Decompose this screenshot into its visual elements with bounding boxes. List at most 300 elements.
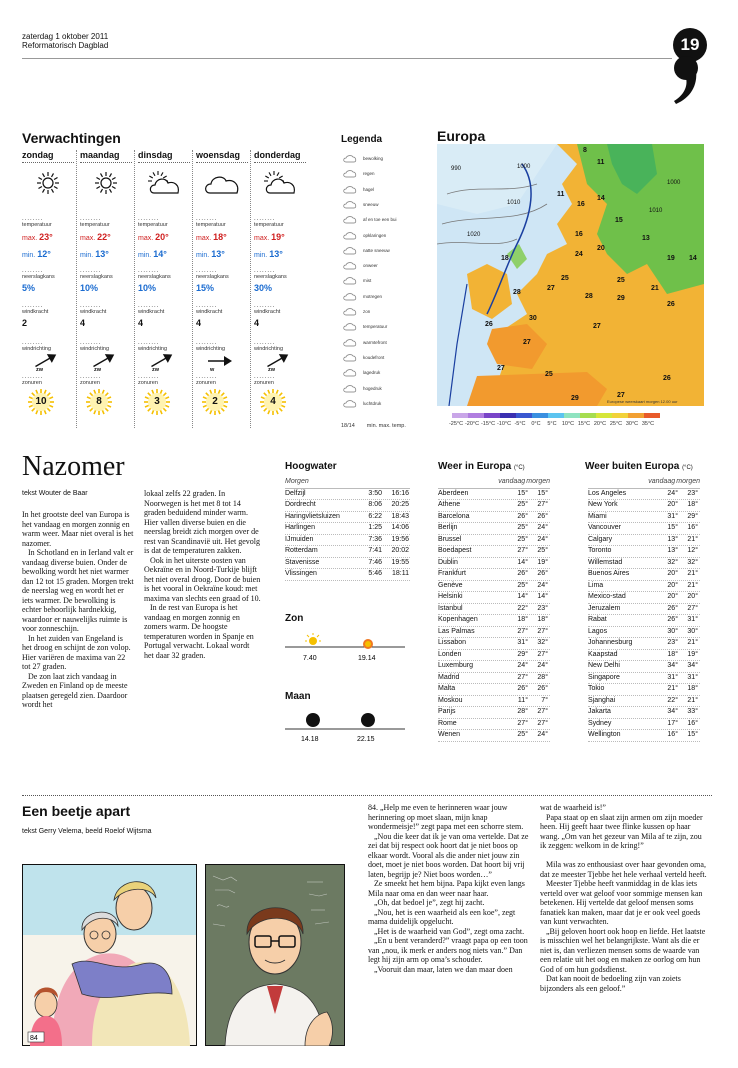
moonset-time: 22.15	[357, 736, 375, 743]
separator-dots: ........	[138, 374, 160, 380]
map-temp: 16	[575, 231, 583, 238]
map-temp: 25	[561, 275, 569, 282]
map-temp: 28	[513, 289, 521, 296]
legend-symbol-icon	[343, 200, 357, 210]
table-row: Genève 25° 24°	[438, 581, 550, 593]
min-temp: min. 13°	[254, 249, 283, 259]
legend-symbol-icon	[343, 307, 357, 317]
table-row: Istanbul 22° 23°	[438, 604, 550, 616]
weather-world-title: Weer buiten Europa (°C)	[585, 461, 693, 472]
map-temp: 25	[545, 371, 553, 378]
legend-item: hogedruk	[341, 382, 421, 396]
table-row: Madrid 27° 28°	[438, 673, 550, 685]
sun-hours-badge: 10	[26, 387, 56, 417]
separator-dots: ........	[138, 303, 160, 309]
legend-symbol-icon	[343, 185, 357, 195]
article-col-2	[144, 489, 261, 660]
separator-dots: ........	[22, 216, 44, 222]
winddir-label: windrichting	[80, 346, 110, 352]
map-temp: 19	[667, 255, 675, 262]
legend-item: hagel	[341, 183, 421, 197]
section-divider	[22, 795, 712, 796]
separator-dots: ........	[196, 268, 218, 274]
max-temp: max. 19°	[254, 232, 285, 242]
wind-label: windkracht	[80, 309, 107, 315]
paragraph: „Oh, dat bedoel je”, zegt hij zacht.	[374, 898, 485, 907]
sun-chart	[285, 632, 410, 664]
legend-item: luchtdruk	[341, 397, 421, 411]
forecast-title: Verwachtingen	[22, 130, 121, 146]
legend-symbol-icon	[343, 368, 357, 378]
paragraph: „Nou die keer dat ik je van oma vertelde. Dat ze zei dat bij respect ook hoort dat je niet boos op elkaar wordt. Vooral als die ander niet jouw zin doet, moet je niet boos worden. Dat hoort bij vrij laten, begrijp je? Niet boos worden…”	[368, 831, 529, 879]
max-temp: max. 23°	[22, 232, 53, 242]
story-col-2	[540, 803, 708, 993]
forecast-day-maandag	[80, 150, 132, 417]
paragraph: Dat kan nooit de bedoeling zijn van zoiets bijzonders als een geloof.”	[540, 974, 681, 993]
sunrise-time: 7.40	[303, 655, 317, 662]
paragraph: In Schotland en in Ierland valt er vandaag diverse buien. Onder de bewolking wordt het niet warmer dan 12 tot 15 graden. Morgen trekt de neerslag weg en wordt het er iets warmer. De bewolking is echter behoorlijk hardnekkig, waardoor er nauwelijks ruimte is voor zonneschijn.	[22, 548, 134, 633]
table-row: Rome 27° 27°	[438, 719, 550, 731]
separator-dots: ........	[196, 216, 218, 222]
min-temp: min. 13°	[196, 249, 225, 259]
table-row: Moskou 11° 7°	[438, 696, 550, 708]
precip-value: 5%	[22, 283, 36, 293]
paragraph: „Vooruit dan maar, laten we dan maar doen	[374, 964, 513, 974]
legend-item: zon	[341, 305, 421, 319]
day-name: donderdag	[254, 150, 306, 163]
separator-dots: ........	[254, 216, 276, 222]
column-divider	[76, 150, 77, 428]
table-row: Lissabon 31° 32°	[438, 638, 550, 650]
map-temp: 11	[597, 159, 605, 166]
scale-swatch	[612, 413, 628, 418]
scale-label: 35°C	[641, 421, 655, 427]
page-number: 19	[673, 28, 707, 62]
scale-swatch	[516, 413, 532, 418]
table-row: Rotterdam 7:41 20:02	[285, 546, 410, 558]
scale-swatch	[564, 413, 580, 418]
table-header: vandaag morgen	[588, 477, 700, 489]
map-temp: 30	[529, 315, 537, 322]
table-row: Willemstad 32° 32°	[588, 558, 700, 570]
table-header: Morgen	[285, 477, 410, 489]
legend-symbol-icon	[343, 276, 357, 286]
table-row: Brussel 25° 24°	[438, 535, 550, 547]
precip-value: 10%	[80, 283, 99, 293]
weather-world-table	[588, 477, 700, 742]
table-row: Wellington 16° 15°	[588, 730, 700, 742]
paragraph: „En u bent veranderd?” vraagt papa op een toon van „nou, ik merk er anders nog niets van.” Dan legt hij zijn arm op oma’s schouder.	[368, 936, 528, 964]
comma-logo-icon	[672, 54, 700, 106]
paragraph: Ook in het uiterste oosten van Oekraïne en in Noord-Turkije blijft het niet overal droog. Door de buien is het vooral in Oekraïne koud: met maxima van slechts een graad of 10.	[144, 555, 261, 603]
temperature-label: temperatuur	[196, 222, 226, 228]
table-row: Vlissingen 5:46 18:11	[285, 569, 410, 581]
sunset-time: 19.14	[358, 655, 376, 662]
wind-arrow-icon: zw	[80, 353, 132, 375]
scale-label: -15°C	[480, 421, 496, 427]
table-row: Wenen 25° 24°	[438, 730, 550, 742]
table-row: Jeruzalem 26° 27°	[588, 604, 700, 616]
separator-dots: ........	[22, 340, 44, 346]
scale-swatch	[580, 413, 596, 418]
winddir-label: windrichting	[254, 346, 284, 352]
separator-dots: ........	[254, 340, 276, 346]
sun-hours-badge: 3	[142, 387, 172, 417]
table-row: New Delhi 34° 34°	[588, 661, 700, 673]
table-row: Delfzijl 3:50 16:16	[285, 489, 410, 501]
wind-value: 4	[80, 318, 86, 328]
table-row: Harlingen 1:25 14:06	[285, 523, 410, 535]
scale-swatch	[532, 413, 548, 418]
scale-swatch	[596, 413, 612, 418]
min-temp: min. 13°	[80, 249, 109, 259]
table-row: Aberdeen 15° 15°	[438, 489, 550, 501]
article-title: Nazomer	[22, 451, 125, 482]
map-temp: 26	[663, 375, 671, 382]
wind-arrow-icon: zw	[138, 353, 190, 375]
scale-swatch	[468, 413, 484, 418]
separator-dots: ........	[196, 303, 218, 309]
forecast-day-woensdag	[196, 150, 248, 417]
sun-label: zonuren	[22, 380, 42, 386]
sun-title: Zon	[285, 613, 304, 624]
paragraph	[540, 851, 708, 861]
legend-symbol-icon	[343, 292, 357, 302]
comic-number: 84	[30, 1035, 38, 1042]
map-temp: 21	[651, 285, 659, 292]
sunset-icon	[363, 639, 373, 649]
legend-symbol-icon	[343, 231, 357, 241]
separator-dots: ........	[254, 303, 276, 309]
day-name: dinsdag	[138, 150, 190, 163]
table-row: Kopenhagen 18° 18°	[438, 615, 550, 627]
europe-title: Europa	[437, 128, 486, 144]
table-row: Rabat 26° 31°	[588, 615, 700, 627]
forecast-day-donderdag	[254, 150, 306, 417]
scale-swatch	[628, 413, 644, 418]
scale-label: -10°C	[496, 421, 512, 427]
temperature-label: temperatuur	[22, 222, 52, 228]
separator-dots: ........	[138, 216, 160, 222]
map-temp: 27	[547, 285, 555, 292]
legend-title: Legenda	[341, 134, 383, 145]
scale-swatch	[500, 413, 516, 418]
table-row: Johannesburg 23° 21°	[588, 638, 700, 650]
legend-item: opklaringen	[341, 229, 421, 243]
map-temp: 24	[575, 251, 583, 258]
legend-symbol-icon	[343, 353, 357, 363]
legend-item: lagedruk	[341, 366, 421, 380]
paragraph: wat de waarheid is!”	[540, 803, 606, 812]
table-row: Berlijn 25° 24°	[438, 523, 550, 535]
winddir-label: windrichting	[196, 346, 226, 352]
precip-value: 15%	[196, 283, 215, 293]
separator-dots: ........	[80, 216, 102, 222]
paragraph: Papa staat op en slaat zijn armen om zijn moeder heen. Hij geeft haar twee flinke kussen op haar wang. „Om van het gezeur van Mila af te zijn, zou ik zeggen: welkom in de kring!”	[540, 812, 703, 850]
legend-item: bewolking	[341, 152, 421, 166]
separator-dots: ........	[22, 268, 44, 274]
legend-minmax: 18/14 min. max. temp.	[341, 423, 406, 429]
column-divider	[250, 150, 251, 428]
map-temp: 27	[523, 339, 531, 346]
scale-label: -20°C	[464, 421, 480, 427]
cloud-icon	[196, 163, 248, 203]
map-temp: 8	[583, 147, 587, 154]
table-row: Singapore 31° 31°	[588, 673, 700, 685]
map-temp: 26	[485, 321, 493, 328]
map-temp: 27	[617, 392, 625, 399]
day-name: zondag	[22, 150, 74, 163]
sun-label: zonuren	[80, 380, 100, 386]
winddir-label: windrichting	[22, 346, 52, 352]
legend-item: warmtefront	[341, 336, 421, 350]
map-pressure: 1000	[667, 180, 681, 186]
precip-label: neerslagkans	[80, 274, 113, 280]
legend-item: af en toe een bui	[341, 213, 421, 227]
table-row: Stavenisse 7:46 19:55	[285, 558, 410, 570]
wind-arrow-icon: zw	[254, 353, 306, 375]
precip-label: neerslagkans	[196, 274, 229, 280]
temperature-label: temperatuur	[254, 222, 284, 228]
precip-label: neerslagkans	[22, 274, 55, 280]
separator-dots: ........	[196, 340, 218, 346]
wind-label: windkracht	[196, 309, 223, 315]
map-temp: 15	[615, 217, 623, 224]
map-temp: 27	[497, 365, 505, 372]
article-byline: tekst Wouter de Baar	[22, 490, 88, 497]
story-byline: tekst Gerry Velema, beeld Roelof Wijtsma	[22, 828, 152, 835]
separator-dots: ........	[22, 374, 44, 380]
wind-label: windkracht	[138, 309, 165, 315]
paragraph: In de rest van Europa is het vandaag en morgen zonnig en zomers warm. De hoogste temperaturen worden in Spanje en Portugal verwacht. Lokaal wordt het daar 32 graden.	[144, 603, 254, 660]
legend-item: motregen	[341, 290, 421, 304]
wind-arrow-icon: zw	[22, 353, 74, 375]
separator-dots: ........	[254, 268, 276, 274]
max-temp: max. 20°	[138, 232, 169, 242]
paragraph: Ze smeekt het hem bijna. Papa kijkt even langs Mila naar oma en dan weer naar haar.	[368, 879, 525, 898]
table-row: Parijs 28° 27°	[438, 707, 550, 719]
table-row: Helsinki 14° 14°	[438, 592, 550, 604]
legend-item: mist	[341, 274, 421, 288]
scale-label: -5°C	[514, 421, 526, 427]
sun-icon	[22, 163, 74, 203]
paragraph: Mila was zo enthousiast over haar gevonden oma, dat ze meester Tjebbe het hele verhaal verteld heeft.	[540, 860, 707, 879]
legend-symbol-icon	[343, 215, 357, 225]
moon-title: Maan	[285, 691, 311, 702]
table-row: Barcelona 26° 26°	[438, 512, 550, 524]
weather-europe-title: Weer in Europa (°C)	[438, 461, 525, 472]
map-temp: 28	[585, 293, 593, 300]
paragraph: De zon laat zich vandaag in Zweden en Finland op de meeste plaatsen geregeld zien. Daardoor wordt het	[22, 671, 128, 709]
comic-panel-teacher	[205, 864, 345, 1046]
partly-cloudy-icon	[254, 163, 306, 203]
separator-dots: ........	[196, 374, 218, 380]
moonrise-time: 14.18	[301, 736, 319, 743]
scale-label: 10°C	[561, 421, 575, 427]
legend-symbol-icon	[343, 261, 357, 271]
sun-label: zonuren	[196, 380, 216, 386]
paragraph: „Het is de waarheid van God”, zegt oma zacht.	[374, 926, 525, 936]
wind-label: windkracht	[254, 309, 281, 315]
sun-hours-badge: 2	[200, 387, 230, 417]
table-row: Calgary 13° 21°	[588, 535, 700, 547]
map-pressure: 990	[451, 166, 462, 172]
table-row: Jakarta 34° 33°	[588, 707, 700, 719]
map-pressure: 1010	[507, 200, 521, 206]
map-temp: 14	[689, 255, 697, 262]
table-row: IJmuiden 7:36 19:56	[285, 535, 410, 547]
wind-value: 4	[138, 318, 144, 328]
forecast-day-zondag	[22, 150, 74, 417]
moonrise-icon	[306, 713, 322, 727]
sun-label: zonuren	[254, 380, 274, 386]
separator-dots: ........	[80, 374, 102, 380]
table-row: Boedapest 27° 25°	[438, 546, 550, 558]
separator-dots: ........	[254, 374, 276, 380]
comic-panel-hug	[22, 864, 197, 1046]
sun-hours-badge: 4	[258, 387, 288, 417]
wind-arrow-icon: w	[196, 353, 248, 375]
sun-label: zonuren	[138, 380, 158, 386]
max-temp: max. 18°	[196, 232, 227, 242]
table-row: Tokio 21° 18°	[588, 684, 700, 696]
paragraph: In het grootste deel van Europa is het vandaag en morgen zonnig en warm weer. Maar niet overal is het nazomer.	[22, 510, 134, 548]
table-row: Haringvlietsluizen 6:22 18:43	[285, 512, 410, 524]
map-temp: 27	[593, 323, 601, 330]
scale-label: 25°C	[609, 421, 623, 427]
wind-label: windkracht	[22, 309, 49, 315]
scale-label: 0°C	[531, 421, 541, 427]
paragraph: „Bij geloven hoort ook hoop en liefde. Het laatste is misschien wel het belangrijkste. Want als die er niet is, dan verliezen mensen soms de waarde van een relatie uit het oog en maken ze oorlog om hun God of om hun godsdienst.	[540, 926, 706, 974]
scale-label: 15°C	[577, 421, 591, 427]
paragraph: lokaal zelfs 22 graden. In Noorwegen is het met 8 tot 14 graden beduidend minder warm. Hier vallen diverse buien en die neerslag breidt zich morgen over de rest van Scandinavië uit. Het gevolg is dat de temperaturen zakken.	[144, 489, 260, 555]
table-row: Lagos 30° 30°	[588, 627, 700, 639]
scale-swatch	[644, 413, 660, 418]
map-pressure: 1000	[517, 164, 531, 170]
header-publication: Reformatorisch Dagblad	[22, 41, 109, 50]
table-row: Dublin 14° 19°	[438, 558, 550, 570]
table-row: New York 20° 18°	[588, 500, 700, 512]
table-row: Londen 29° 27°	[438, 650, 550, 662]
weather-europe-table	[438, 477, 550, 742]
table-row: Sydney 17° 16°	[588, 719, 700, 731]
precip-value: 30%	[254, 283, 273, 293]
day-name: maandag	[80, 150, 132, 163]
precip-label: neerslagkans	[254, 274, 287, 280]
forecast-day-dinsdag	[138, 150, 190, 417]
story-col-1	[368, 803, 532, 974]
legend-item: koudefront	[341, 351, 421, 365]
map-temp: 11	[557, 191, 565, 198]
legend-item: temperatuur	[341, 320, 421, 334]
story-title: Een beetje apart	[22, 803, 131, 819]
temperature-label: temperatuur	[80, 222, 110, 228]
legend-symbol-icon	[343, 399, 357, 409]
separator-dots: ........	[80, 340, 102, 346]
sun-icon	[80, 163, 132, 203]
legend-symbol-icon	[343, 322, 357, 332]
scale-label: 30°C	[625, 421, 639, 427]
scale-swatch	[484, 413, 500, 418]
wind-value: 4	[254, 318, 260, 328]
table-row: Malta 26° 26°	[438, 684, 550, 696]
separator-dots: ........	[22, 303, 44, 309]
table-row: Kaapstad 18° 19°	[588, 650, 700, 662]
separator-dots: ........	[138, 268, 160, 274]
paragraph: 84. „Help me even te herinneren waar jouw herinnering op moet slaan, mijn knap wondermeisje!” zegt papa met een schorre stem.	[368, 803, 524, 831]
map-pressure: 1020	[467, 232, 481, 238]
moonset-icon	[361, 713, 377, 727]
table-row: Los Angeles 24° 23°	[588, 489, 700, 501]
precip-value: 10%	[138, 283, 157, 293]
table-row: Athene 25° 27°	[438, 500, 550, 512]
map-temp: 14	[597, 195, 605, 202]
table-row: Frankfurt 26° 26°	[438, 569, 550, 581]
moon-chart	[285, 707, 410, 745]
legend-symbol-icon	[343, 154, 357, 164]
header-date: zaterdag 1 oktober 2011	[22, 32, 109, 41]
table-row: Miami 31° 29°	[588, 512, 700, 524]
table-row: Luxemburg 24° 24°	[438, 661, 550, 673]
scale-label: 20°C	[593, 421, 607, 427]
legend-item: regen	[341, 167, 421, 181]
legend-symbol-icon	[343, 169, 357, 179]
wind-value: 2	[22, 318, 28, 328]
tides-table	[285, 477, 410, 581]
legend-item: natte sneeuw	[341, 244, 421, 258]
max-temp: max. 22°	[80, 232, 111, 242]
separator-dots: ........	[80, 303, 102, 309]
temperature-label: temperatuur	[138, 222, 168, 228]
table-row: Toronto 13° 12°	[588, 546, 700, 558]
separator-dots: ........	[138, 340, 160, 346]
tides-title: Hoogwater	[285, 461, 337, 472]
paragraph: „Nou, het is een waarheid als een koe”, zegt mama duidelijk opgelucht.	[368, 907, 516, 926]
map-note: Europese weerskaart morgen 12.00 uur	[607, 399, 678, 404]
precip-label: neerslagkans	[138, 274, 171, 280]
wind-value: 4	[196, 318, 202, 328]
map-temp: 13	[642, 235, 650, 242]
paragraph: In het zuiden van Engeland is het droog en schijnt de zon volop. Hier variëren de maxima van 22 tot 27 graden.	[22, 633, 131, 671]
scale-swatch	[452, 413, 468, 418]
day-name: woensdag	[196, 150, 248, 163]
sunrise-icon	[305, 633, 321, 645]
scale-label: 5°C	[547, 421, 557, 427]
winddir-label: windrichting	[138, 346, 168, 352]
min-temp: min. 14°	[138, 249, 167, 259]
legend-item: sneeuw	[341, 198, 421, 212]
partly-cloudy-icon	[138, 163, 190, 203]
column-divider	[134, 150, 135, 428]
europe-weather-map	[437, 144, 704, 406]
min-temp: min. 12°	[22, 249, 51, 259]
table-row: Buenos Aires 20° 21°	[588, 569, 700, 581]
separator-dots: ........	[80, 268, 102, 274]
sun-hours-badge: 8	[84, 387, 114, 417]
paragraph: Meester Tjebbe heeft vanmiddag in de klas iets verteld over wat geloof voor sommige mensen kan betekenen. Hij vertelde dat geloof mensen soms fanatiek kan maken, maar dat je er ook veel goeds van kunt verwachten.	[540, 879, 703, 926]
legend-item: onweer	[341, 259, 421, 273]
map-temp: 20	[597, 245, 605, 252]
table-row: Lima 20° 21°	[588, 581, 700, 593]
scale-swatch	[548, 413, 564, 418]
legend-symbol-icon	[343, 246, 357, 256]
map-temp: 29	[617, 295, 625, 302]
article-col-1	[22, 510, 134, 710]
map-temp: 16	[577, 201, 585, 208]
legend-symbol-icon	[343, 338, 357, 348]
header-divider	[22, 58, 672, 59]
map-temp: 25	[617, 277, 625, 284]
